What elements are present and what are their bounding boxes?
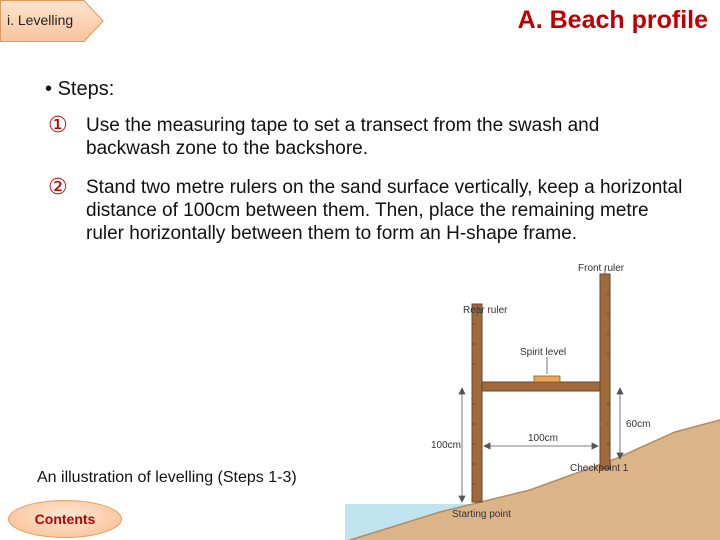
- rear-ruler-label: Rear ruler: [463, 305, 508, 316]
- rear-height-label: 100cm: [431, 440, 462, 451]
- checkpoint-label: Checkpoint 1: [570, 463, 629, 474]
- slide-title: A. Beach profile: [517, 6, 708, 34]
- horizontal-distance-label: 100cm: [528, 433, 559, 444]
- spirit-level-label: Spirit level: [520, 347, 567, 358]
- section-tag-label: i. Levelling: [7, 12, 74, 28]
- steps-heading-text: Steps:: [57, 78, 115, 100]
- spirit-level: [534, 376, 560, 382]
- contents-button[interactable]: Contents: [8, 500, 122, 538]
- step-number: ①: [48, 112, 68, 137]
- illustration-caption: An illustration of levelling (Steps 1-3): [37, 469, 297, 486]
- step-item: [48, 176, 686, 245]
- front-ruler: [600, 274, 610, 469]
- levelling-illustration: [330, 254, 720, 540]
- steps-heading: [45, 78, 114, 101]
- horizontal-ruler: [482, 382, 600, 391]
- rear-ruler: [472, 304, 482, 502]
- step-text: Stand two metre rulers on the sand surface vertically, keep a horizontal distance of 100cm between them. Then, place the remaining metre ruler horizontally between them to form an H-shape frame.: [86, 177, 683, 244]
- front-ruler-label: Front ruler: [578, 263, 625, 274]
- front-height-label: 60cm: [626, 419, 651, 430]
- step-item: [48, 114, 686, 160]
- starting-point-label: Starting point: [452, 509, 511, 520]
- step-text: Use the measuring tape to set a transect from the swash and backwash zone to the backshore.: [86, 115, 600, 159]
- step-number: ②: [48, 174, 68, 199]
- bullet-icon: •: [45, 78, 58, 100]
